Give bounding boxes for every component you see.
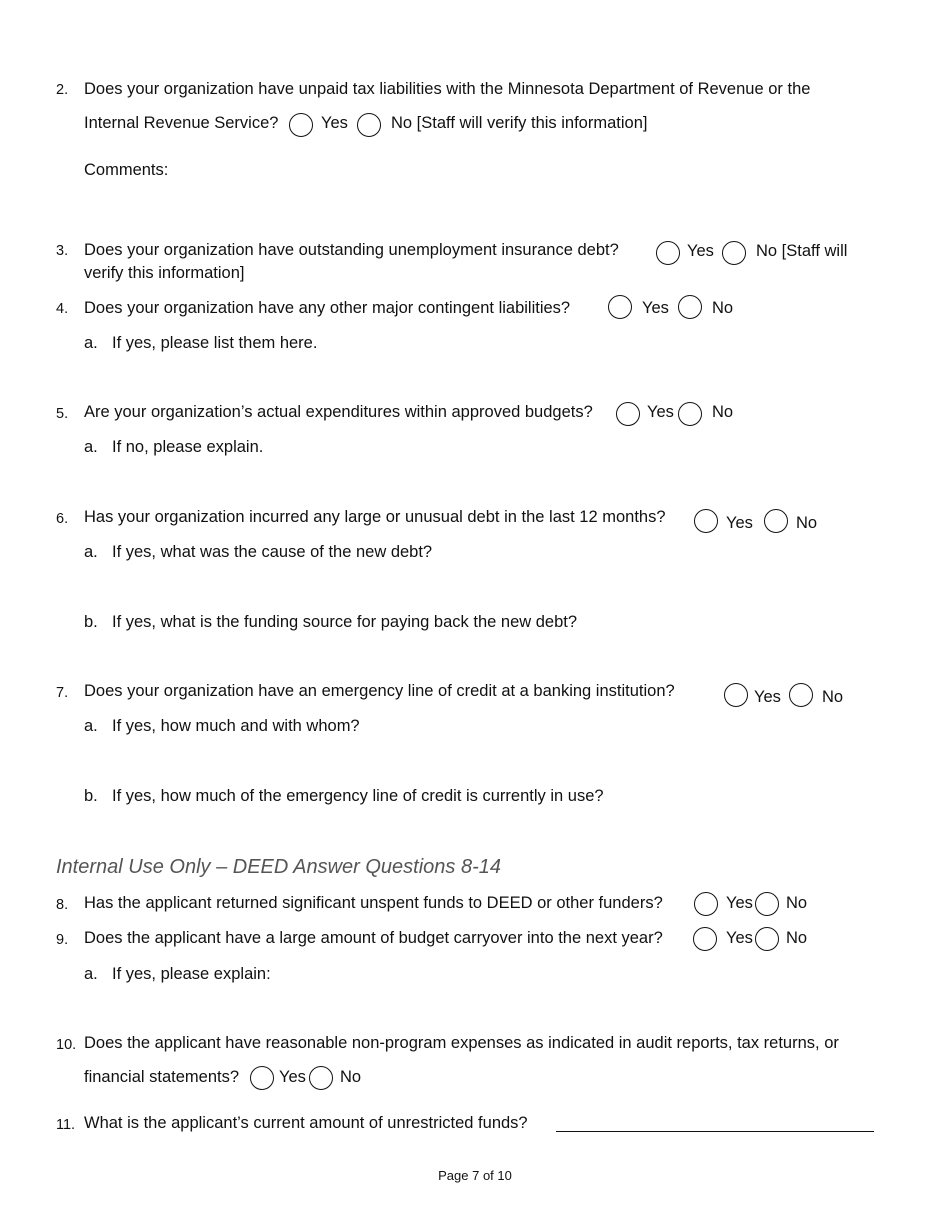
q5a-label: a. bbox=[84, 438, 98, 456]
q6a-label: a. bbox=[84, 543, 98, 561]
q2-text-line2: Internal Revenue Service? bbox=[84, 114, 279, 132]
q6b-label: b. bbox=[84, 613, 98, 631]
q11-text: What is the applicant’s current amount of unrestricted funds? bbox=[84, 1114, 528, 1132]
q8-yes-radio[interactable] bbox=[694, 892, 718, 916]
q10-no-radio[interactable] bbox=[309, 1066, 333, 1090]
q7b-label: b. bbox=[84, 787, 98, 805]
q2-no-radio[interactable] bbox=[357, 113, 381, 137]
q2-no-label: No [Staff will verify this information] bbox=[391, 114, 648, 132]
q5-no-radio[interactable] bbox=[678, 402, 702, 426]
q7-yes-label: Yes bbox=[754, 688, 781, 706]
q7b-text: If yes, how much of the emergency line of credit is currently in use? bbox=[112, 787, 604, 805]
q6-no-label: No bbox=[796, 514, 818, 532]
q3-yes-radio[interactable] bbox=[656, 241, 680, 265]
q3-text-line2: verify this information] bbox=[84, 264, 245, 282]
section-heading-internal-use: Internal Use Only – DEED Answer Questions 8-14 bbox=[56, 856, 502, 878]
q7-yes-radio[interactable] bbox=[724, 683, 748, 707]
q5-number: 5. bbox=[56, 406, 69, 422]
q9-yes-radio[interactable] bbox=[693, 927, 717, 951]
q9-number: 9. bbox=[56, 932, 69, 948]
q2-number: 2. bbox=[56, 82, 69, 98]
q7-no-label: No bbox=[822, 688, 844, 706]
q6-text: Has your organization incurred any large or unusual debt in the last 12 months? bbox=[84, 508, 666, 526]
q8-text: Has the applicant returned significant unspent funds to DEED or other funders? bbox=[84, 894, 663, 912]
q7a-label: a. bbox=[84, 717, 98, 735]
q9-no-label: No bbox=[786, 929, 808, 947]
q2-yes-radio[interactable] bbox=[289, 113, 313, 137]
q6a-text: If yes, what was the cause of the new debt? bbox=[112, 543, 433, 561]
q8-number: 8. bbox=[56, 897, 69, 913]
q3-no-radio[interactable] bbox=[722, 241, 746, 265]
q2-yes-label: Yes bbox=[321, 114, 348, 132]
q11-number: 11. bbox=[56, 1117, 76, 1133]
q6b-text: If yes, what is the funding source for paying back the new debt? bbox=[112, 613, 578, 631]
q4-yes-radio[interactable] bbox=[608, 295, 632, 319]
q10-yes-radio[interactable] bbox=[250, 1066, 274, 1090]
q4-no-label: No bbox=[712, 299, 734, 317]
q8-yes-label: Yes bbox=[726, 894, 753, 912]
q7a-text: If yes, how much and with whom? bbox=[112, 717, 360, 735]
q3-number: 3. bbox=[56, 243, 69, 259]
q4a-text: If yes, please list them here. bbox=[112, 334, 318, 352]
q4a-label: a. bbox=[84, 334, 98, 352]
q3-text-line1: Does your organization have outstanding unemployment insurance debt? bbox=[84, 241, 619, 259]
q3-yes-label: Yes bbox=[687, 242, 714, 260]
q3-no-label: No [Staff will bbox=[756, 242, 848, 260]
q5-yes-radio[interactable] bbox=[616, 402, 640, 426]
q4-text: Does your organization have any other major contingent liabilities? bbox=[84, 299, 571, 317]
q8-no-label: No bbox=[786, 894, 808, 912]
q9a-label: a. bbox=[84, 965, 98, 983]
q9-text: Does the applicant have a large amount of budget carryover into the next year? bbox=[84, 929, 663, 947]
q6-yes-label: Yes bbox=[726, 514, 753, 532]
q5-text: Are your organization’s actual expenditures within approved budgets? bbox=[84, 403, 593, 421]
q4-no-radio[interactable] bbox=[678, 295, 702, 319]
q6-yes-radio[interactable] bbox=[694, 509, 718, 533]
q10-no-label: No bbox=[340, 1068, 362, 1086]
q5-no-label: No bbox=[712, 403, 734, 421]
q2-comments-label: Comments: bbox=[84, 161, 169, 179]
q4-yes-label: Yes bbox=[642, 299, 669, 317]
q5a-text: If no, please explain. bbox=[112, 438, 264, 456]
q9-no-radio[interactable] bbox=[755, 927, 779, 951]
q7-number: 7. bbox=[56, 685, 69, 701]
q5-yes-label: Yes bbox=[647, 403, 674, 421]
q10-yes-label: Yes bbox=[279, 1068, 306, 1086]
q7-text: Does your organization have an emergency line of credit at a banking institution? bbox=[84, 682, 675, 700]
q10-text-line1: Does the applicant have reasonable non-program expenses as indicated in audit reports, tax returns, or bbox=[84, 1034, 839, 1052]
q9-yes-label: Yes bbox=[726, 929, 753, 947]
q8-no-radio[interactable] bbox=[755, 892, 779, 916]
q6-no-radio[interactable] bbox=[764, 509, 788, 533]
q6-number: 6. bbox=[56, 511, 69, 527]
page-number: Page 7 of 10 bbox=[438, 1168, 512, 1183]
q4-number: 4. bbox=[56, 301, 69, 317]
q10-number: 10. bbox=[56, 1037, 77, 1053]
q11-answer-line[interactable] bbox=[556, 1131, 874, 1132]
q9a-text: If yes, please explain: bbox=[112, 965, 271, 983]
q2-text-line1: Does your organization have unpaid tax liabilities with the Minnesota Department of Revenue or the bbox=[84, 80, 811, 98]
q7-no-radio[interactable] bbox=[789, 683, 813, 707]
q10-text-line2: financial statements? bbox=[84, 1068, 240, 1086]
